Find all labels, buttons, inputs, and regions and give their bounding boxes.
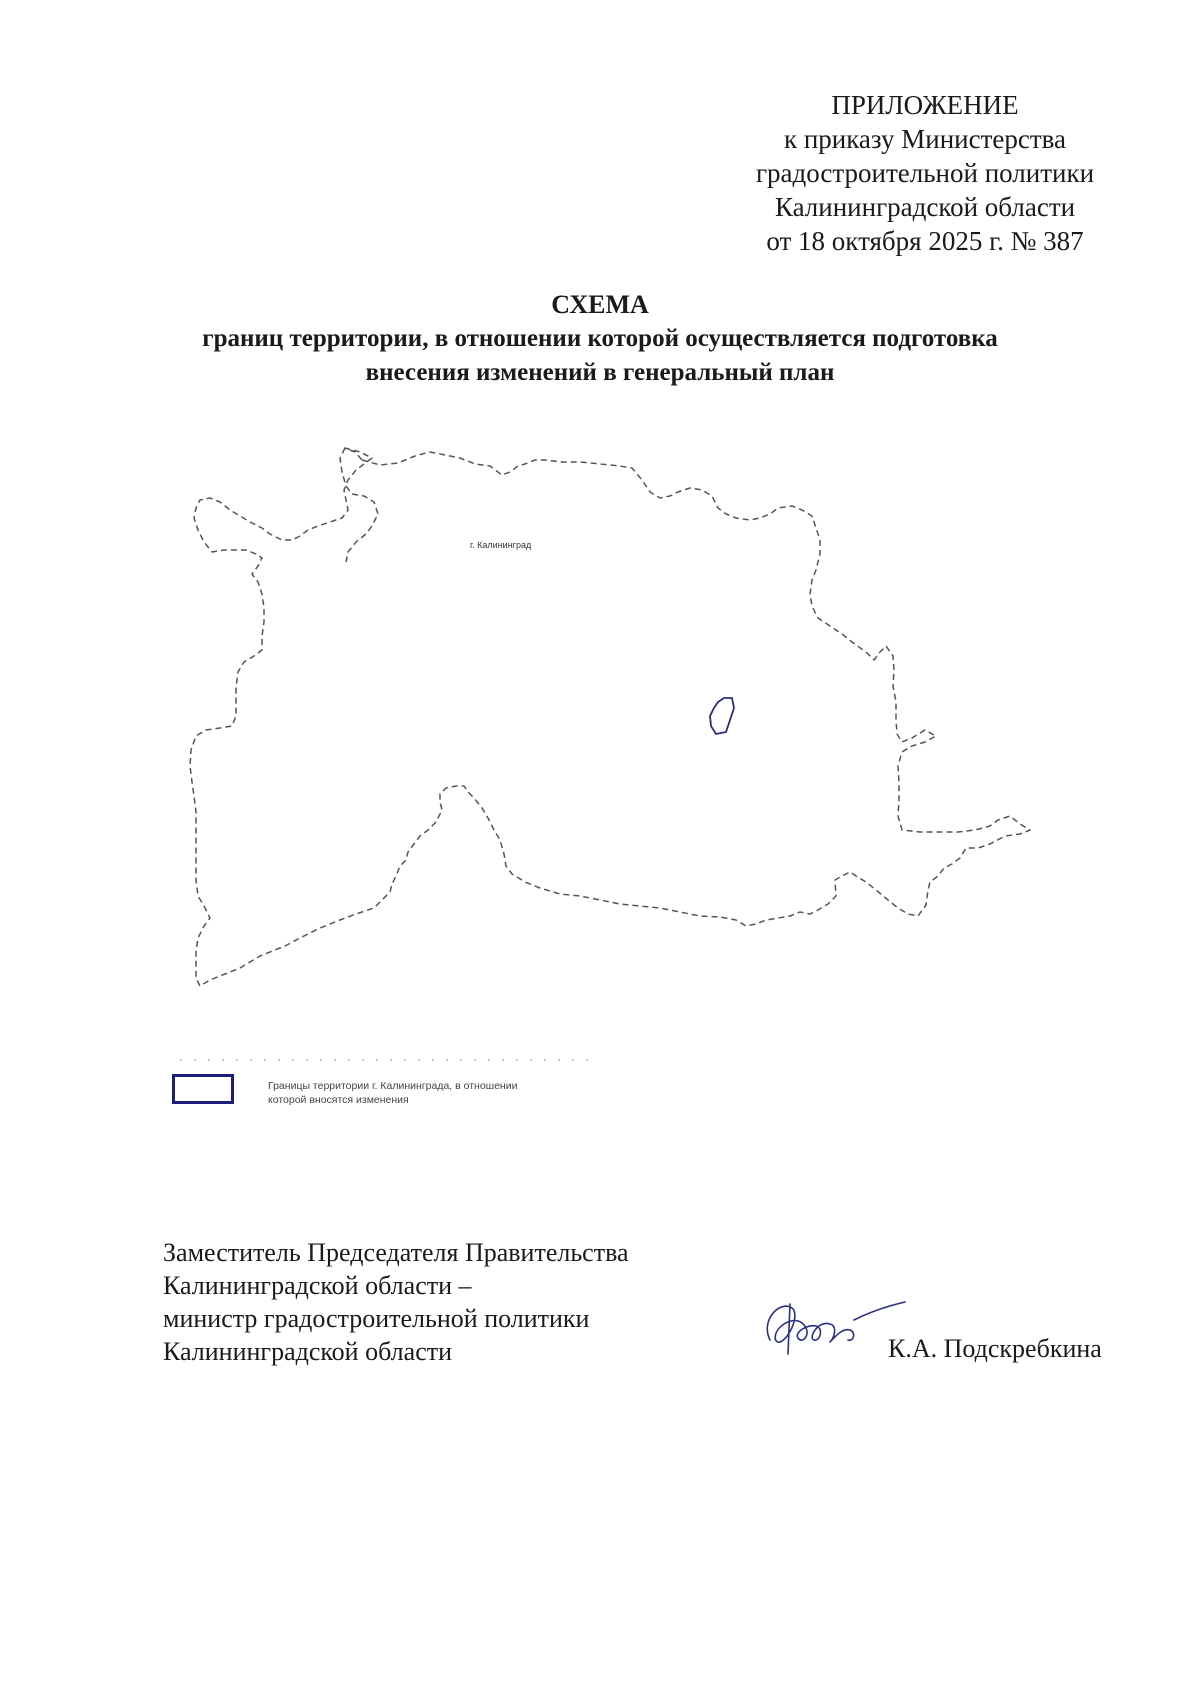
city-label: г. Калининград: [470, 540, 532, 550]
appendix-region: Калининградской области: [774, 192, 1076, 222]
appendix-date-number: от 18 октября 2025 г. № 387: [766, 226, 1084, 256]
signatory-line1: Заместитель Председателя Правительства: [163, 1238, 629, 1267]
legend-line1: Границы территории г. Калининграда, в отношении: [268, 1080, 518, 1092]
legend-description: [268, 1079, 588, 1107]
signatory-line4: Калининградской области: [163, 1337, 453, 1366]
change-area-boundary: [710, 698, 734, 734]
document-title: [80, 288, 1120, 390]
signatory-line3: министр градостроительной политики: [163, 1304, 590, 1333]
territory-map: [0, 430, 1200, 1070]
signatory-name: К.А. Подскребкина: [888, 1334, 1102, 1363]
signatory-line2: Калининградской области –: [163, 1271, 472, 1300]
title-scheme: СХЕМА: [551, 290, 649, 319]
appendix-ministry: градостроительной политики: [755, 158, 1095, 188]
appendix-title: ПРИЛОЖЕНИЕ: [831, 90, 1019, 120]
appendix-header: [700, 88, 1150, 258]
boundary-map-svg: [0, 430, 1200, 1070]
city-boundary-outline: [190, 448, 1030, 986]
appendix-order-ref: к приказу Министерства: [783, 124, 1067, 154]
title-subtitle-line2: внесения изменений в генеральный план: [365, 359, 835, 386]
protruding-boundary-tail: [340, 448, 378, 562]
legend-line2: которой вносятся изменения: [268, 1094, 409, 1106]
handwritten-signature: [750, 1280, 910, 1360]
title-subtitle-line1: границ территории, в отношении которой осуществляется подготовка: [202, 325, 998, 352]
legend-symbol: [172, 1074, 234, 1104]
signatory-position: [163, 1236, 629, 1368]
